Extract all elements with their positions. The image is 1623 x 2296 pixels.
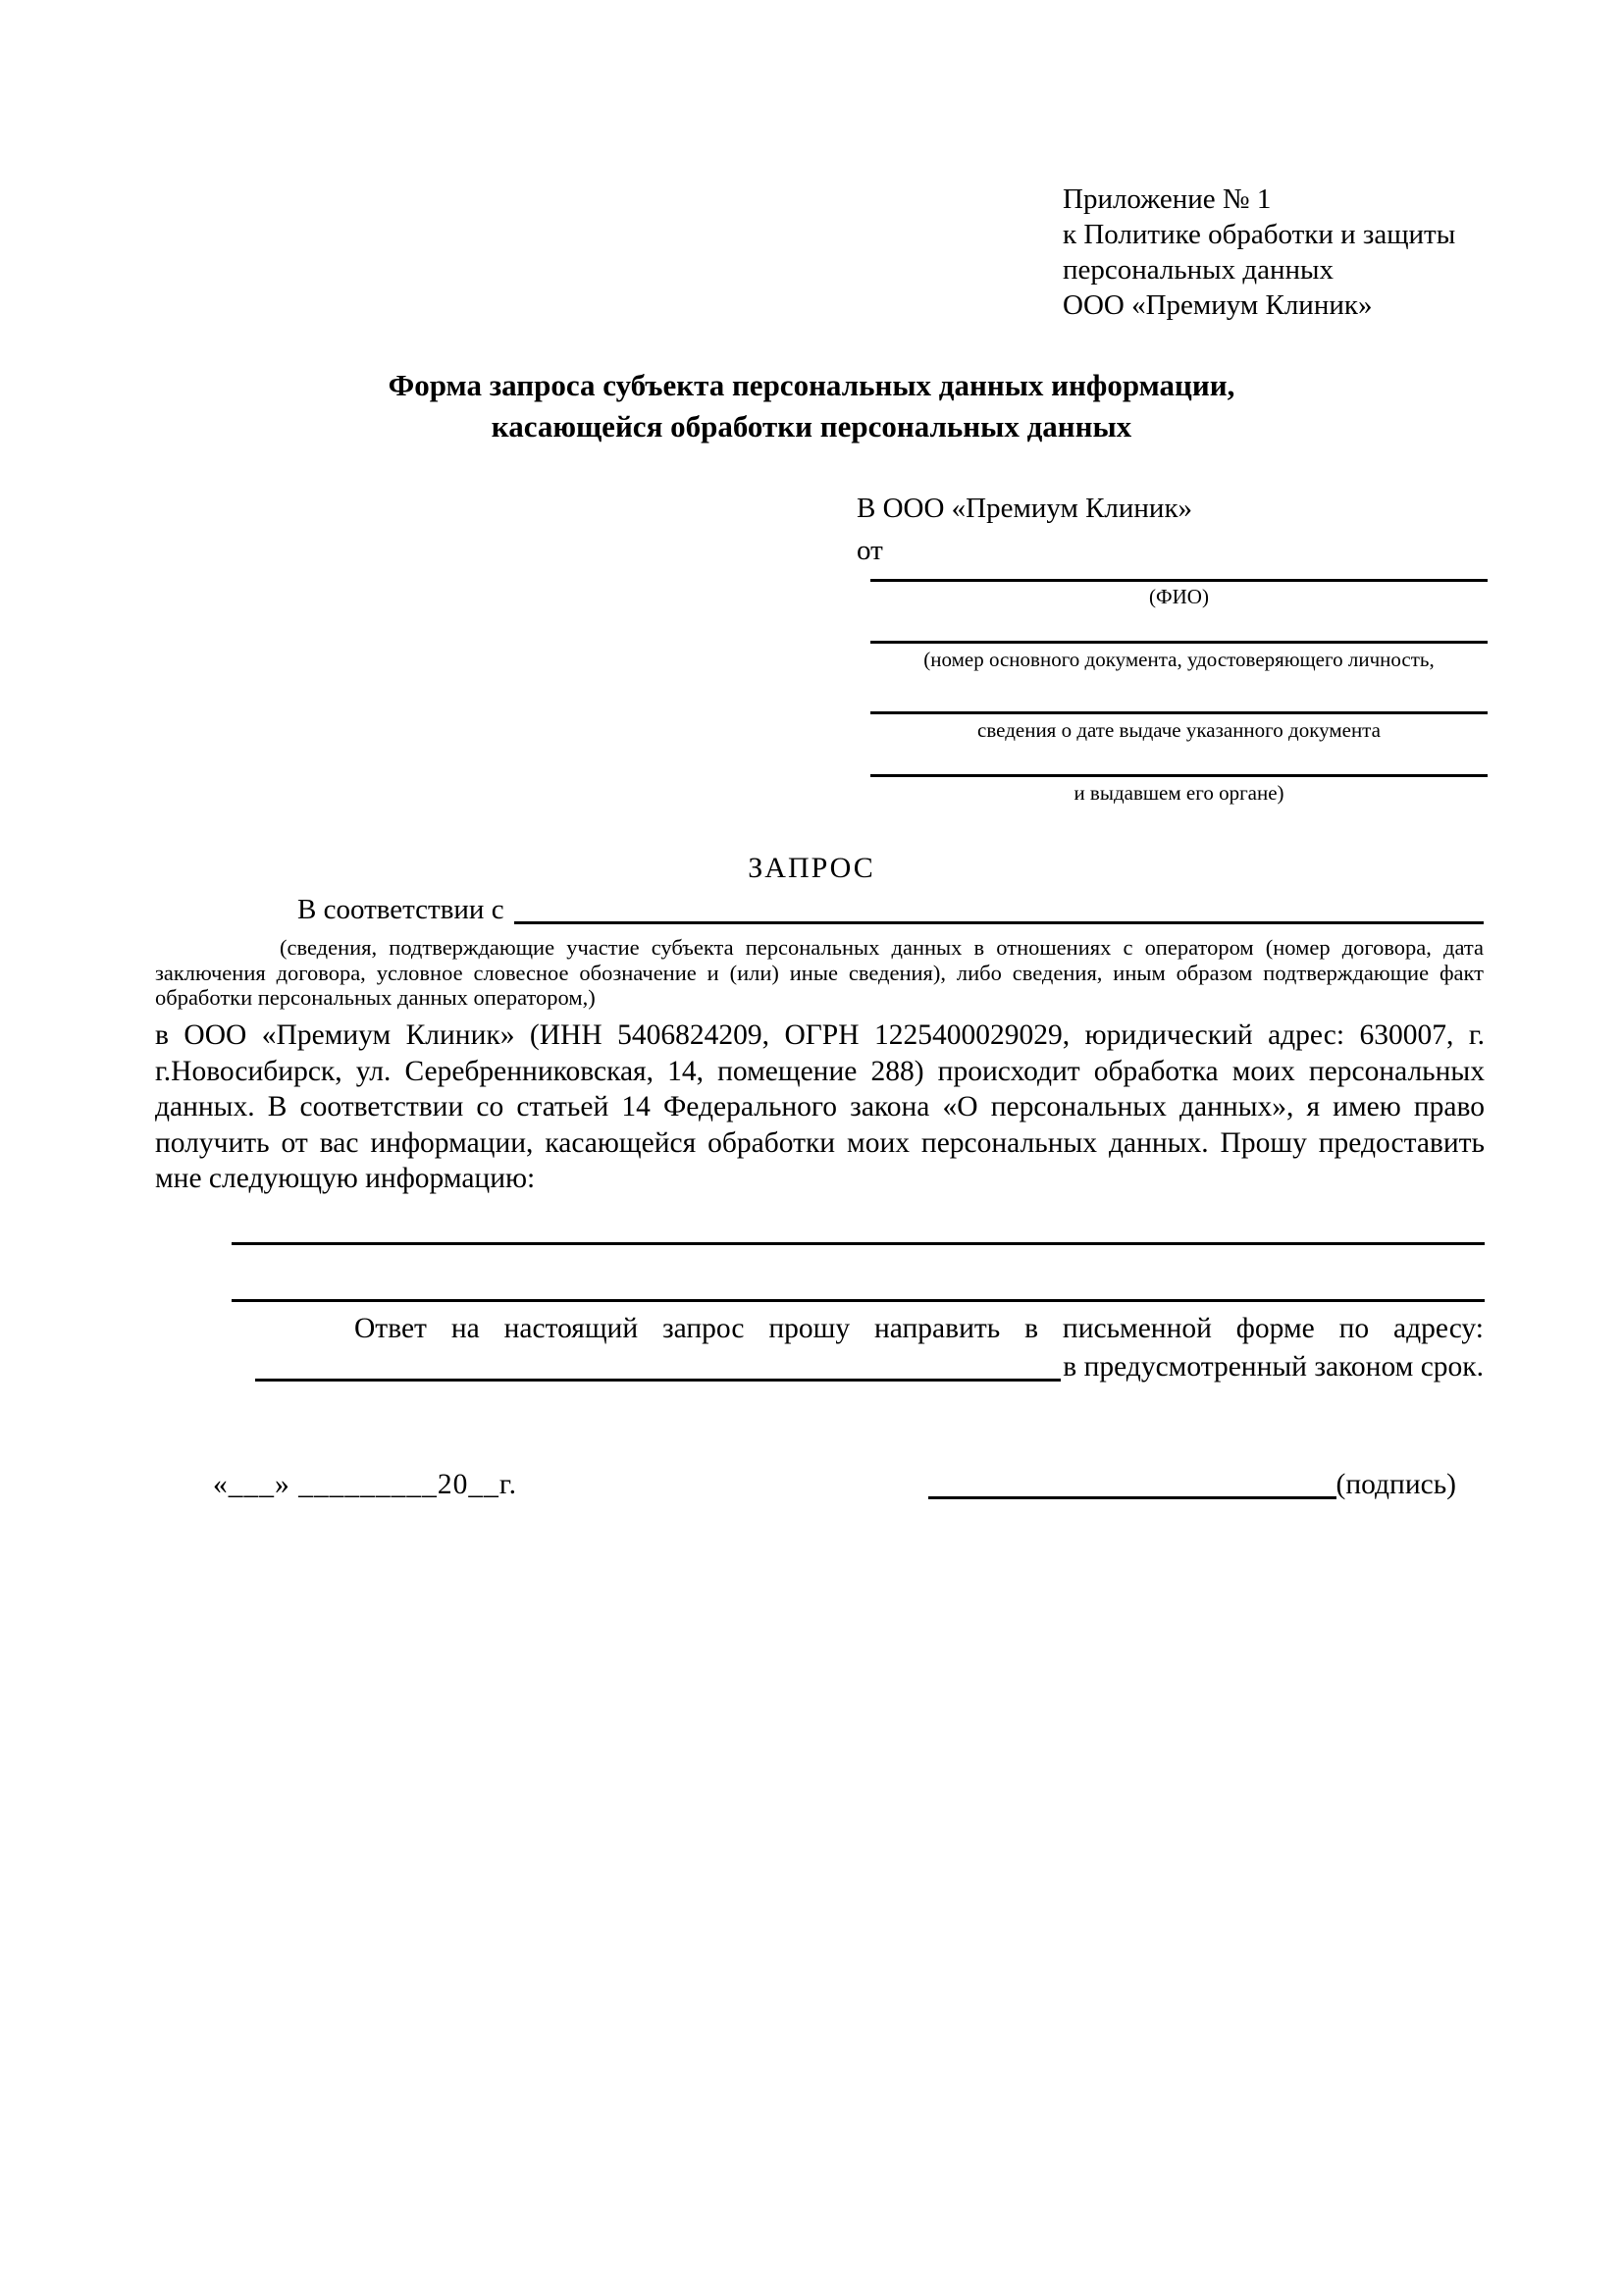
- request-heading: ЗАПРОС: [748, 852, 875, 884]
- reply-address-line: [155, 1348, 1484, 1385]
- intro-line: [155, 891, 1484, 928]
- footnote-paragraph: (сведения, подтверждающие участие субъекта персональных данных в отношениях с оператором (номер договора, дата заключения договора, условное словесное обозначение и (или) иные сведения), либо сведения, иным образом подтверждающие факт обработки персональных данных оператором,): [155, 935, 1484, 1010]
- intro-blank-line: [514, 921, 1484, 924]
- intro-prefix: В соответствии с: [297, 894, 504, 925]
- issuing-authority-caption: и выдавшем его органе): [1073, 781, 1284, 805]
- date-field: «___» _________20__г.: [213, 1469, 518, 1500]
- signature-blank-line: [928, 1496, 1336, 1499]
- signature-group: [928, 1466, 1456, 1503]
- reply-tail: в предусмотренный законом срок.: [1063, 1351, 1484, 1383]
- reply-sentence: Ответ на настоящий запрос прошу направить в письменной форме по адресу:: [354, 1313, 1484, 1344]
- document-number-blank-line: [870, 613, 1488, 644]
- footer-row: [155, 1466, 1484, 1503]
- document-date-blank-line: [870, 684, 1488, 714]
- document-title-line2: касающейся обработки персональных данных: [491, 409, 1132, 444]
- body-paragraph: в ООО «Премиум Клиник» (ИНН 5406824209, ОГРН 1225400029029, юридический адрес: 630007, г. г.Новосибирск, ул. Серебренниковская, 14, помещение 288) происходит обработка моих персональных данных. В соответствии со статьей 14 Федерального закона «О персональных данных», я имею право получить от вас информации, касающейся обработки моих персональных данных. Прошу предоставить мне следующую информацию:: [155, 1019, 1485, 1194]
- appendix-block: [1063, 182, 1455, 323]
- addressee-from-label: от: [857, 535, 883, 566]
- document-number-caption: (номер основного документа, удостоверяющего личность,: [923, 648, 1435, 671]
- signature-caption: (подпись): [1335, 1469, 1456, 1500]
- information-blank-line-2: [232, 1299, 1485, 1302]
- document-title-line1: Форма запроса субъекта персональных данных информации,: [388, 368, 1235, 402]
- document-date-caption: сведения о дате выдаче указанного документа: [977, 718, 1381, 742]
- fio-blank-line: [870, 549, 1488, 582]
- fio-caption: (ФИО): [1149, 585, 1209, 608]
- information-blank-line-1: [232, 1242, 1485, 1245]
- document-title: [147, 365, 1476, 447]
- issuing-authority-blank-line: [870, 747, 1488, 777]
- addressee-to: В ООО «Премиум Клиник»: [857, 493, 1193, 524]
- address-blank-line: [255, 1379, 1061, 1382]
- appendix-line: ООО «Премиум Клиник»: [1063, 289, 1373, 321]
- appendix-line: Приложение № 1: [1063, 183, 1272, 215]
- appendix-line: к Политике обработки и защиты: [1063, 219, 1456, 250]
- appendix-line: персональных данных: [1063, 254, 1335, 286]
